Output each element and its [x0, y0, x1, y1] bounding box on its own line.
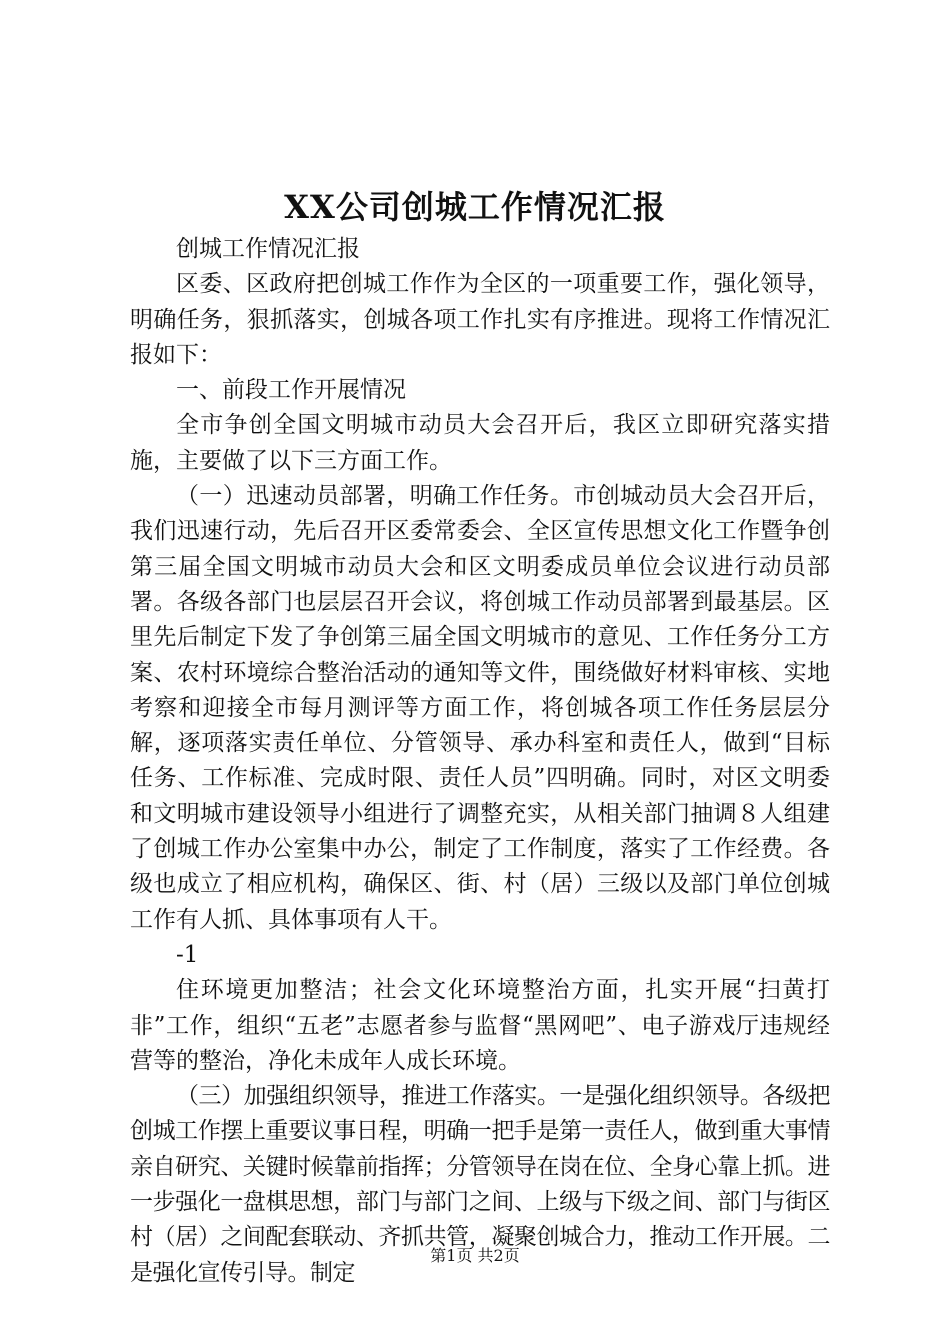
- page-footer: 第1页 共2页: [430, 1246, 520, 1265]
- paragraph-environment: 住环境更加整洁；社会文化环境整治方面，扎实开展“扫黄打非”工作，组织“五老”志愿者参与监督“黑网吧”、电子游戏厅违规经营等的整治，净化未成年人成长环境。: [130, 977, 830, 1074]
- paragraph-intro: 区委、区政府把创城工作作为全区的一项重要工作，强化领导，明确任务，狠抓落实，创城各项工作扎实有序推进。现将工作情况汇报如下：: [130, 271, 830, 368]
- section-heading-1: 一、前段工作开展情况: [176, 377, 406, 404]
- paragraph-item-3: （三）加强组织领导，推进工作落实。一是强化组织领导。各级把创城工作摆上重要议事日程，明确一把手是第一责任人，做到重大事情亲自研究、关键时候靠前指挥；分管领导在岗在位、全身心靠上抓。进一步强化一盘棋思想，部门与部门之间、上级与下级之间、部门与街区村（居）之间配套联动、齐抓共管，凝聚创城合力，推动工作开展。二是强化宣传引导。制定: [130, 1083, 830, 1286]
- paragraph-overview: 全市争创全国文明城市动员大会召开后，我区立即研究落实措施，主要做了以下三方面工作。: [130, 412, 830, 474]
- page-marker: -1: [176, 941, 199, 968]
- paragraph-subtitle: 创城工作情况汇报: [176, 236, 360, 262]
- paragraph-item-1: （一）迅速动员部署，明确工作任务。市创城动员大会召开后，我们迅速行动，先后召开区委常委会、全区宣传思想文化工作暨争创第三届全国文明城市动员大会和区文明委成员单位会议进行动员部署。各级各部门也层层召开会议，将创城工作动员部署到最基层。区里先后制定下发了争创第三届全国文明城市的意见、工作任务分工方案、农村环境综合整治活动的通知等文件，围绕做好材料审核、实地考察和迎接全市每月测评等方面工作，将创城各项工作任务层层分解，逐项落实责任单位、分管领导、承办科室和责任人，做到“目标任务、工作标准、完成时限、责任人员”四明确。同时，对区文明委和文明城市建设领导小组进行了调整充实，从相关部门抽调８人组建了创城工作办公室集中办公，制定了工作制度，落实了工作经费。各级也成立了相应机构，确保区、街、村（居）三级以及部门单位创城工作有人抓、具体事项有人干。: [130, 483, 830, 933]
- document-title: XX公司创城工作情况汇报: [284, 188, 666, 226]
- document-body: [130, 232, 830, 1291]
